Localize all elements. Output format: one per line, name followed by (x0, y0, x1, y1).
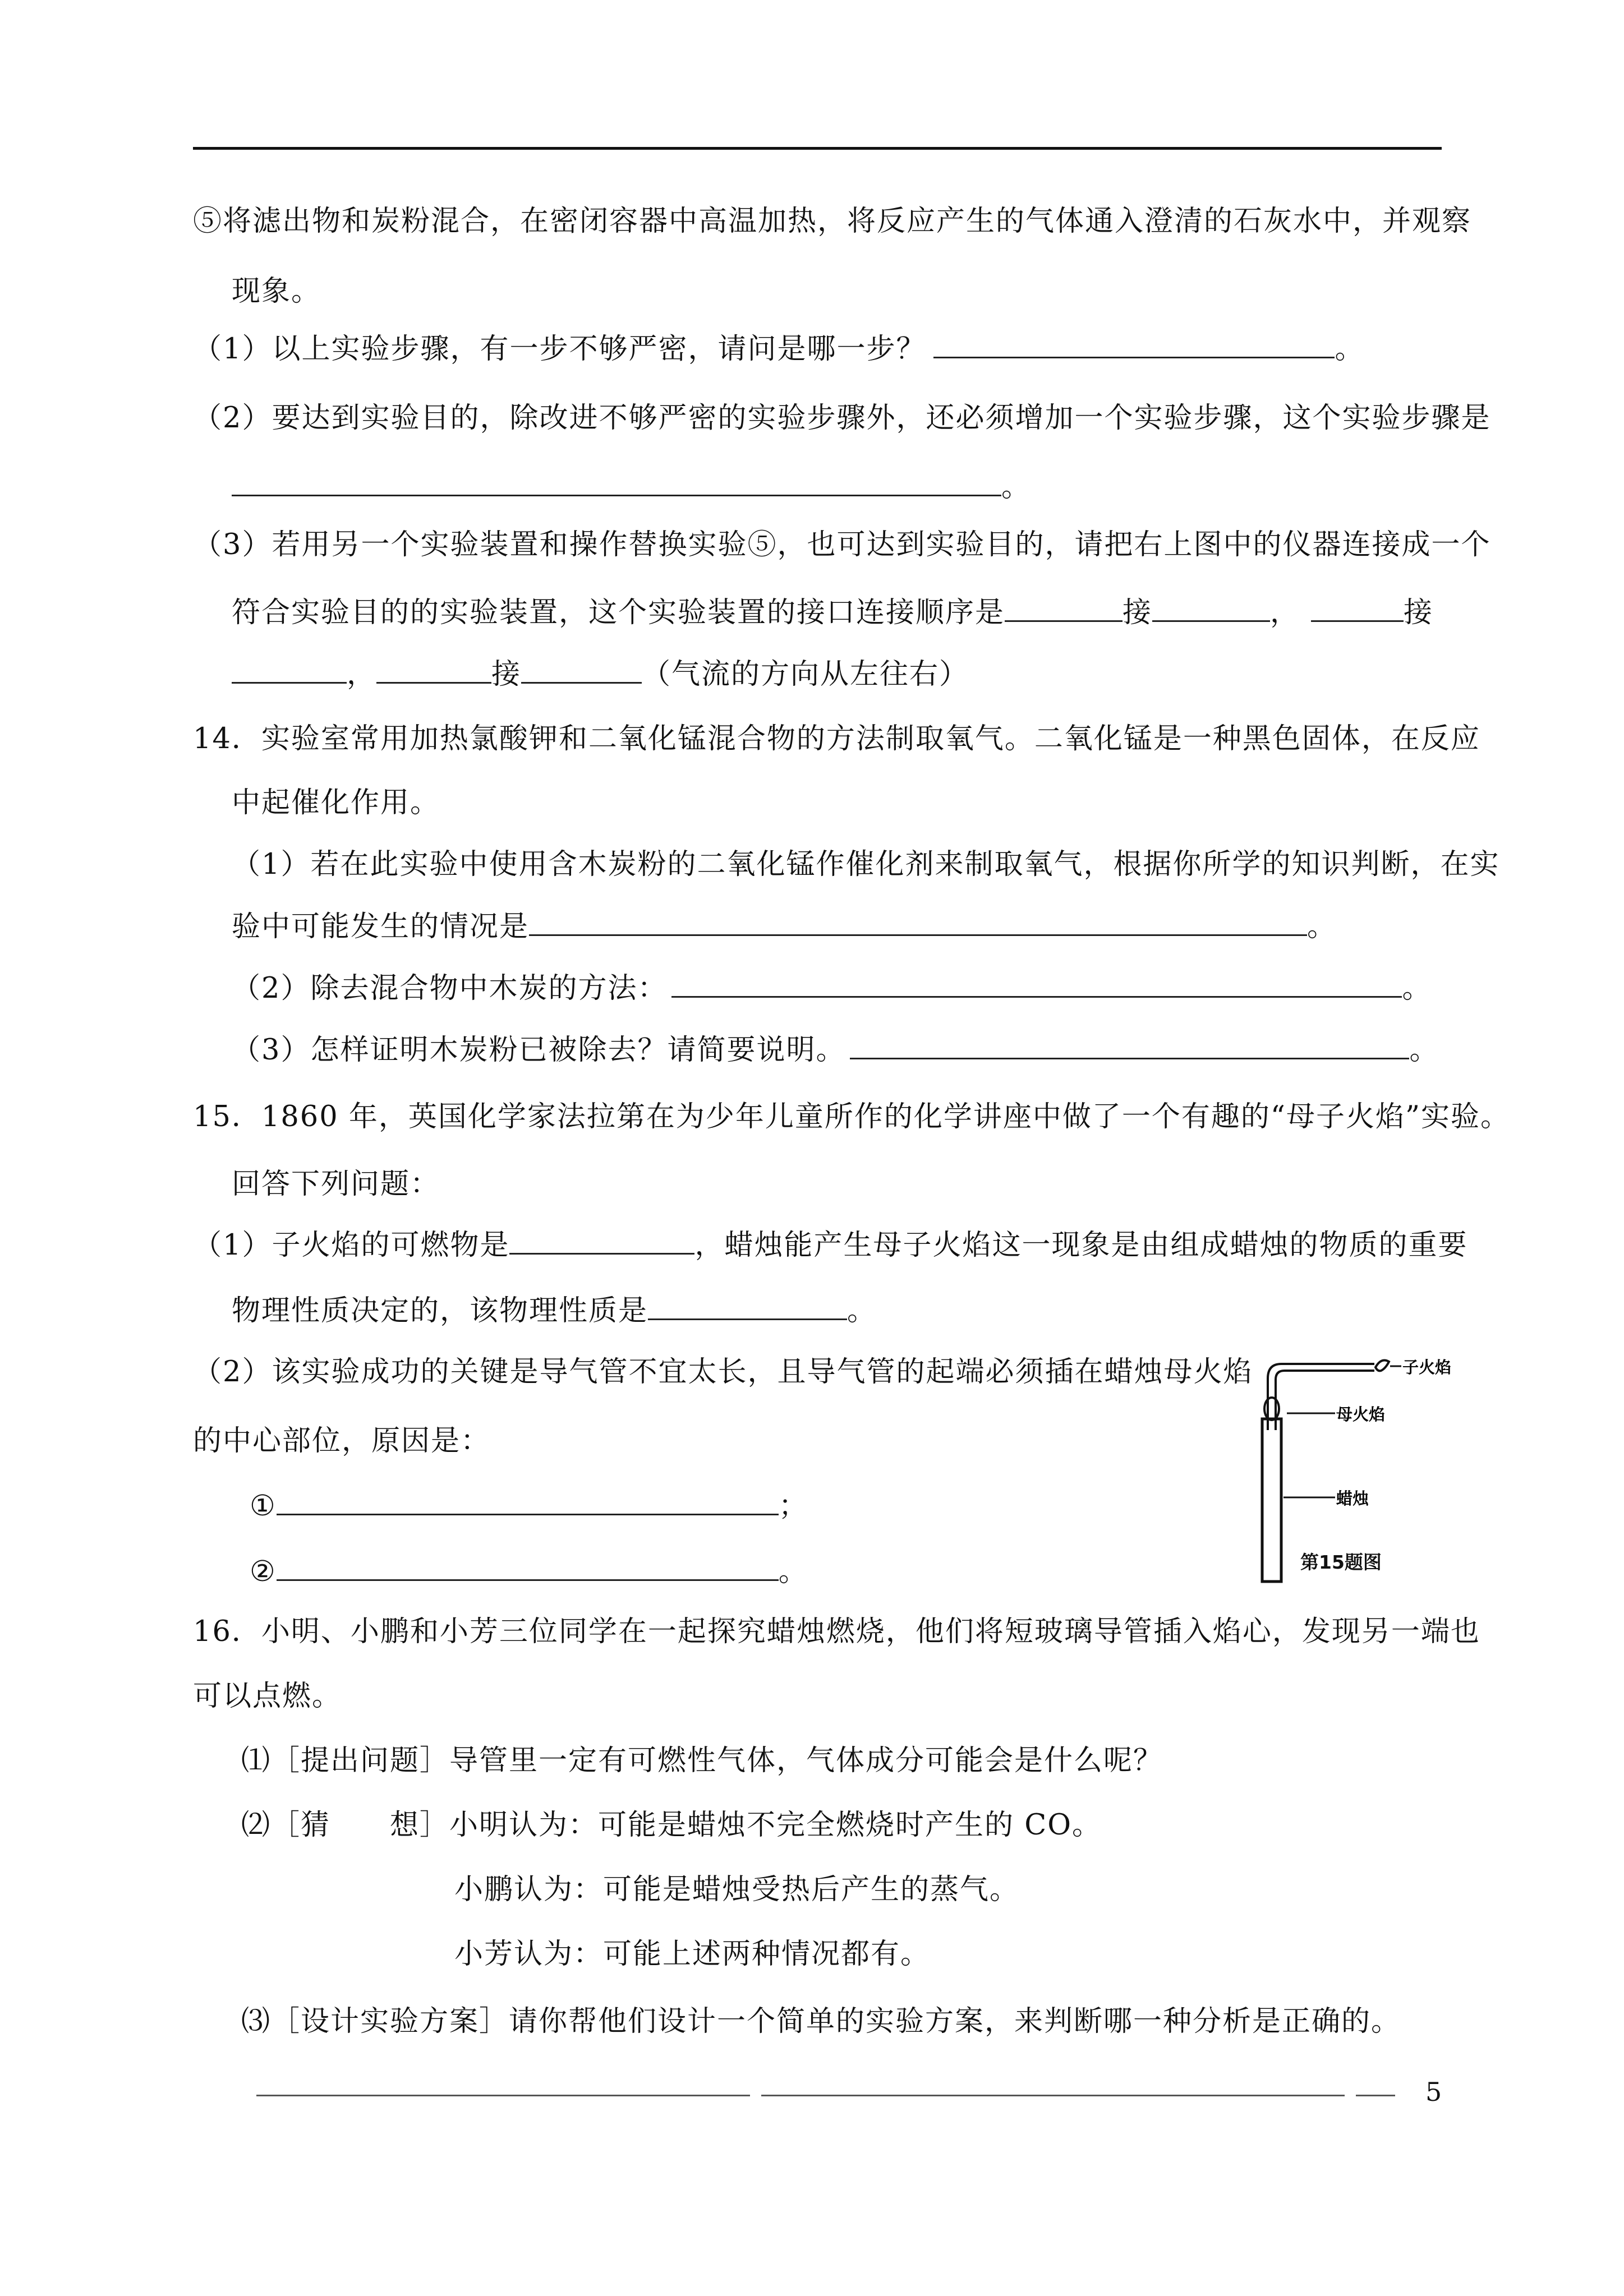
answer-line-2: ② 。 (250, 1555, 808, 1588)
answer-line[interactable] (1356, 2095, 1395, 2096)
question-16-1: ⑴［提出问题］导管里一定有可燃性气体，气体成分可能会是什么呢？ (241, 1744, 1163, 1777)
question-13-2: （2）要达到实验目的，除改进不够严密的实验步骤外，还必须增加一个实验步骤，这个实验步骤是 (193, 402, 1491, 435)
question-13-1: （1）以上实验步骤，有一步不够严密，请问是哪一步？ 。 (193, 333, 1365, 366)
text-line: 小芳认为：可能上述两种情况都有。 (454, 1938, 931, 1971)
answer-blank[interactable] (376, 657, 491, 684)
question-15-2: （2）该实验成功的关键是导气管不宜太长，且导气管的起端必须插在蜡烛母火焰 (193, 1356, 1253, 1389)
answer-blank[interactable] (232, 657, 347, 684)
answer-blank[interactable] (509, 1228, 694, 1255)
page-number: 5 (1425, 2077, 1442, 2107)
text-line: ， 接 （气流的方向从左往右） (232, 657, 969, 691)
answer-blank[interactable] (648, 1294, 847, 1320)
question-16-2: ⑵［猜 想］小明认为：可能是蜡烛不完全燃烧时产生的 CO。 (241, 1809, 1102, 1842)
text-line: 小鹏认为：可能是蜡烛受热后产生的蒸气。 (454, 1873, 1020, 1906)
question-14: 14．实验室常用加热氯酸钾和二氧化锰混合物的方法制取氧气。二氧化锰是一种黑色固体，在反应 (193, 722, 1480, 755)
answer-blank[interactable] (850, 1033, 1409, 1059)
child-flame (1375, 1361, 1389, 1371)
question-16: 16．小明、小鹏和小芳三位同学在一起探究蜡烛燃烧，他们将短玻璃导管插入焰心，发现另一端也 (193, 1615, 1480, 1648)
question-14-2: （2）除去混合物中木炭的方法： 。 (232, 972, 1432, 1005)
candle-body (1262, 1419, 1281, 1582)
figure-caption: 第15题图 (1300, 1551, 1382, 1573)
answer-blank[interactable] (1005, 596, 1122, 622)
text-line: 符合实验目的的实验装置，这个实验装置的接口连接顺序是 接 ， 接 (232, 596, 1434, 629)
answer-blank[interactable] (1311, 596, 1404, 622)
answer-blank[interactable] (671, 971, 1402, 998)
text-line: 的中心部位，原因是： (193, 1424, 491, 1458)
answer-blank[interactable] (277, 1555, 779, 1581)
text-line: 验中可能发生的情况是 。 (232, 910, 1337, 943)
answer-blank[interactable] (277, 1489, 779, 1515)
text-line: 可以点燃。 (193, 1680, 342, 1713)
mother-flame (1264, 1398, 1279, 1420)
answer-blank[interactable] (529, 910, 1307, 936)
text-line: 回答下列问题： (232, 1168, 440, 1201)
question-15: 15．1860 年，英国化学家法拉第在为少年儿童所作的化学讲座中做了一个有趣的“母子火焰”实验。 (193, 1100, 1511, 1133)
label-candle: 蜡烛 (1336, 1489, 1369, 1508)
question-14-3: （3）怎样证明木炭粉已被除去？请简要说明。 。 (232, 1034, 1439, 1067)
question-14-1: （1）若在此实验中使用含木炭粉的二氧化锰作催化剂来制取氧气，根据你所学的知识判断，在实 (232, 848, 1500, 881)
answer-blank[interactable] (232, 470, 1001, 496)
answer-line[interactable] (256, 2095, 750, 2096)
label-mother-flame: 母火焰 (1336, 1405, 1386, 1424)
answer-line[interactable] (761, 2095, 1345, 2096)
answer-blank[interactable] (933, 332, 1335, 358)
answer-line: 。 (232, 470, 1031, 504)
answer-blank[interactable] (1152, 596, 1270, 622)
text-line: 现象。 (232, 275, 321, 308)
text-line: 中起催化作用。 (232, 786, 440, 819)
question-16-3: ⑶［设计实验方案］请你帮他们设计一个简单的实验方案，来判断哪一种分析是正确的。 (241, 2005, 1401, 2038)
text-line: ⑤将滤出物和炭粉混合，在密闭容器中高温加热，将反应产生的气体通入澄清的石灰水中，并观察 (193, 205, 1472, 238)
answer-line-1: ① ； (250, 1490, 808, 1523)
label-child-flame: 子火焰 (1402, 1358, 1452, 1377)
text-line: 物理性质决定的，该物理性质是 。 (232, 1294, 877, 1327)
header-rule (193, 147, 1442, 150)
answer-blank[interactable] (521, 657, 642, 684)
question-13-3: （3）若用另一个实验装置和操作替换实验⑤，也可达到实验目的，请把右上图中的仪器连接成一个 (193, 528, 1491, 561)
question-15-1: （1）子火焰的可燃物是 ，蜡烛能产生母子火焰这一现象是由组成蜡烛的物质的重要 (193, 1229, 1468, 1262)
